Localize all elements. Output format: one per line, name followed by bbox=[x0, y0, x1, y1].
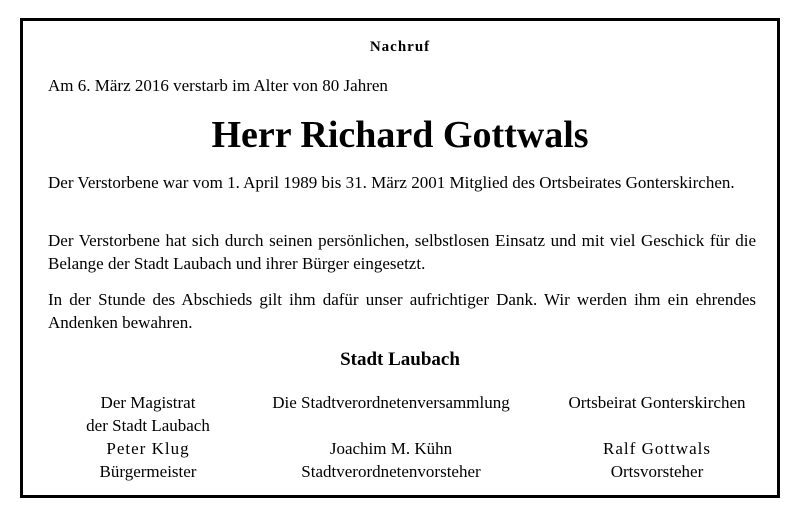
organization-name: Stadt Laubach bbox=[340, 349, 460, 370]
signatory-body: Ortsbeirat Gonterskirchen bbox=[568, 393, 746, 412]
paragraph-membership: Der Verstorbene war vom 1. April 1989 bis 31. März 2001 Mitglied des Ortsbeirates Gonterskirchen. bbox=[48, 173, 735, 192]
signatory-person: Peter Klug bbox=[106, 439, 190, 458]
signatory-magistrate bbox=[48, 391, 248, 483]
signatory-role: Stadtverordnetenvorsteher bbox=[301, 462, 481, 481]
paragraph-commitment: Der Verstorbene hat sich durch seinen persönlichen, selbstlosen Einsatz und mit viel Geschick für die Belange der Stadt Laubach und ihrer Bürger eingesetzt. bbox=[48, 231, 756, 273]
notice-heading: Nachruf bbox=[369, 39, 431, 55]
paragraph-gratitude: In der Stunde des Abschieds gilt ihm dafür unser aufrichtiger Dank. Wir werden ihm ein ehrendes Andenken bewahren. bbox=[48, 290, 756, 332]
signatory-assembly bbox=[253, 391, 529, 483]
signatory-body: Die Stadtverordnetenversammlung bbox=[272, 393, 510, 412]
signatory-person: Ralf Gottwals bbox=[603, 439, 711, 458]
deceased-name: Herr Richard Gottwals bbox=[211, 114, 589, 156]
intro-line: Am 6. März 2016 verstarb im Alter von 80 Jahren bbox=[48, 76, 388, 95]
signatory-person: Joachim M. Kühn bbox=[329, 439, 453, 458]
signatory-role: Bürgermeister bbox=[99, 462, 197, 481]
signatory-role: Ortsvorsteher bbox=[610, 462, 704, 481]
signatory-body: Der Magistrat bbox=[100, 393, 196, 412]
obituary-notice bbox=[20, 18, 780, 498]
signatory-body-line2: der Stadt Laubach bbox=[86, 416, 210, 435]
signatory-local-council bbox=[546, 391, 768, 483]
